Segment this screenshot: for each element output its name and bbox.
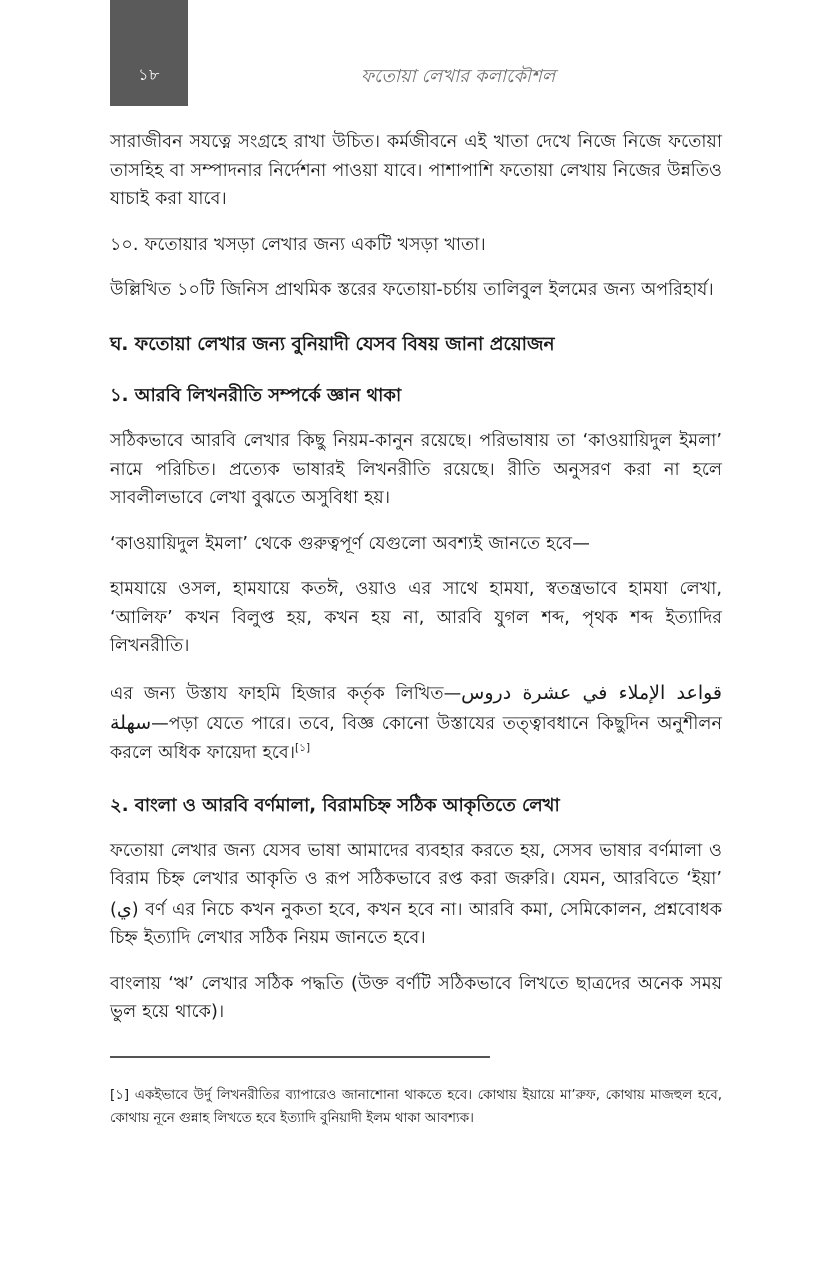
paragraph-6 [110, 678, 722, 768]
paragraph-7-text-before: ফতোয়া লেখার জন্য যেসব ভাষা আমাদের ব্যবহার করতে হয়, সেসব ভাষার বর্ণমালা ও বিরাম চিহ্ন লেখার আকৃতি ও রূপ সঠিকভাবে রপ্ত করা জরুরি। যেমন, আরবিতে ‘ইয়া’ ( [110, 840, 722, 920]
text-column [110, 128, 722, 1027]
section-heading-gha: ঘ. ফতোয়া লেখার জন্য বুনিয়াদী যেসব বিষয় জানা প্রয়োজন [110, 333, 555, 355]
paragraph-7-text-after: ) বর্ণ এর নিচে কখন নুকতা হবে, কখন হবে না। আরবি কমা, সেমিকোলন, প্রশ্নবোধক চিহ্ন ইত্যাদি লেখার সঠিক নিয়ম জানতে হবে। [110, 899, 722, 949]
paragraph-2: উল্লিখিত ১০টি জিনিস প্রাথমিক স্তরের ফতোয়া-চর্চায় তালিবুল ইলমের জন্য অপরিহার্য। [110, 280, 714, 300]
subsection-heading-1: ১. আরবি লিখনরীতি সম্পর্কে জ্ঞান থাকা [110, 385, 402, 407]
paragraph-6-text-after: —পড়া যেতে পারে। তবে, বিজ্ঞ কোনো উস্তাযের তত্ত্বাবধানে কিছুদিন অনুশীলন করলে অধিক ফায়েদা হবে। [110, 714, 722, 764]
paragraph-6-text-before: এর জন্য উস্তায ফাহমি হিজার কর্তৃক লিখিত— [110, 683, 462, 704]
paragraph-3: সঠিকভাবে আরবি লেখার কিছু নিয়ম-কানুন রয়েছে। পরিভাষায় তা ‘কাওয়ায়িদুল ইমলা’ নামে পরিচিত। প্রত্যেক ভাষারই লিখনরীতি রয়েছে। রীতি অনুসরণ করা না হলে সাবলীলভাবে লেখা বুঝতে অসুবিধা হয়। [110, 431, 722, 509]
footnote-1 [110, 1084, 722, 1130]
page-number-band [110, 0, 188, 106]
footnote-separator-rule [110, 1056, 490, 1058]
footnote-marker: [১] [110, 1088, 130, 1103]
subsection-heading-2: ২. বাংলা ও আরবি বর্ণমালা, বিরামচিহ্ন সঠিক আকৃতিতে লেখা [110, 794, 560, 816]
arabic-letter-ya: ي [116, 897, 132, 920]
arabic-book-title: قواعد الإملاء في عشرة دروس سهلة [110, 681, 723, 735]
paragraph-5: হামযায়ে ওসল, হামযায়ে কতঈ, ওয়াও এর সাথে হামযা, স্বতন্ত্রভাবে হামযা লেখা, ‘আলিফ’ কখন বিলুপ্ত হয়, কখন হয় না, আরবি যুগল শব্দ, পৃথক শব্দ ইত্যাদির লিখনরীতি। [110, 579, 722, 657]
paragraph-4: ‘কাওয়ায়িদুল ইমলা’ থেকে গুরুত্বপূর্ণ যেগুলো অবশ্যই জানতে হবে— [110, 533, 590, 554]
paragraph-1: সারাজীবন সযত্নে সংগ্রহে রাখা উচিত। কর্মজীবনে এই খাতা দেখে নিজে নিজে ফতোয়া তাসহিহ বা সম্পাদনার নির্দেশনা পাওয়া যাবে। পাশাপাশি ফতোয়া লেখায় নিজের উন্নতিও যাচাই করা যাবে। [110, 132, 722, 209]
footnote-reference-1[interactable]: [১] [295, 742, 311, 755]
footnote-body: একইভাবে উর্দু লিখনরীতির ব্যাপারেও জানাশোনা থাকতে হবে। কোথায় ইয়ায়ে মা’রুফ, কোথায় মাজহুল হবে, কোথায় নূনে গুন্নাহ লিখতে হবে ইত্যাদি বুনিয়াদী ইলম থাকা আবশ্যক। [110, 1088, 722, 1127]
footnote-area [110, 1056, 722, 1130]
page-number: ১৮ [138, 65, 160, 84]
paragraph-8: বাংলায় ‘ঋ’ লেখার সঠিক পদ্ধতি (উক্ত বর্ণটি সঠিকভাবে লিখতে ছাত্রদের অনেক সময় ভুল হয়ে থাকে)। [110, 973, 722, 1023]
paragraph-7 [110, 837, 722, 953]
running-head-title: ফতোয়া লেখার কলাকৌশল [360, 66, 556, 87]
list-item-10: ১০. ফতোয়ার খসড়া লেখার জন্য একটি খসড়া খাতা। [110, 234, 486, 255]
